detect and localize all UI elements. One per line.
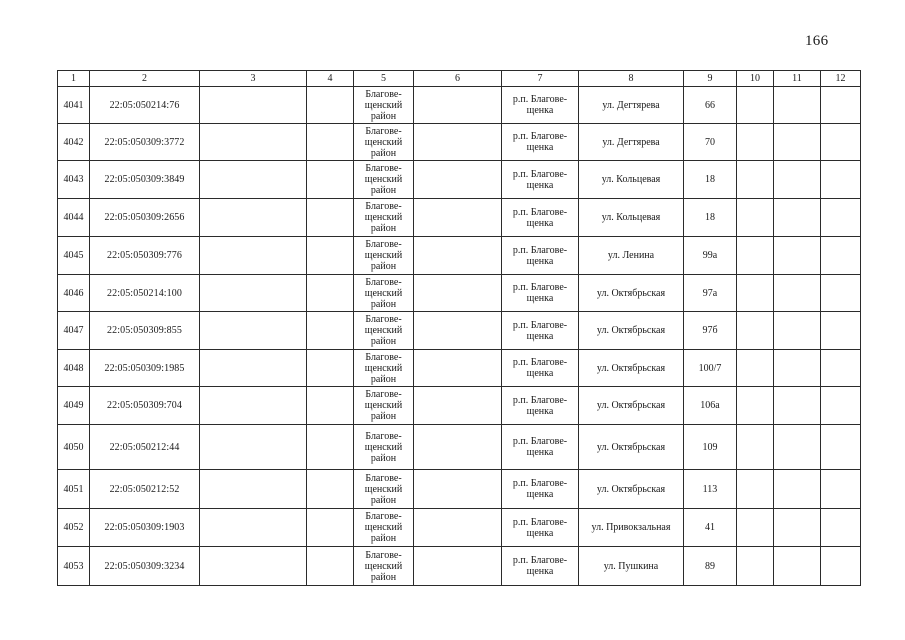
empty-cell [774, 275, 821, 312]
locality-cell [502, 275, 579, 312]
empty-cell [307, 237, 354, 275]
locality-line: р.п. Благове- [512, 168, 568, 180]
street-cell: ул. Октябрьская [579, 470, 684, 509]
table-row [58, 387, 861, 425]
empty-cell [821, 312, 861, 350]
district-line: щенский [364, 483, 403, 495]
column-header: 7 [502, 71, 579, 87]
locality-line: щенка [526, 527, 554, 539]
empty-cell [307, 161, 354, 199]
district-line: район [370, 298, 397, 310]
locality-cell [502, 124, 579, 161]
district-cell [354, 350, 414, 387]
street-cell: ул. Дегтярева [579, 124, 684, 161]
table-row [58, 350, 861, 387]
empty-cell [200, 275, 307, 312]
cadastral-number-cell: 22:05:050309:855 [90, 312, 200, 350]
locality-cell [502, 199, 579, 237]
empty-cell [737, 199, 774, 237]
street-cell: ул. Привокзальная [579, 509, 684, 547]
house-number-cell: 18 [684, 161, 737, 199]
house-number-cell: 66 [684, 87, 737, 124]
page-number: 166 [805, 33, 829, 49]
empty-cell [774, 547, 821, 586]
house-number-cell: 18 [684, 199, 737, 237]
empty-cell [821, 387, 861, 425]
district-line: Благове- [365, 314, 402, 325]
locality-line: щенка [526, 405, 554, 417]
district-cell [354, 87, 414, 124]
district-line: щенский [364, 362, 403, 374]
street-cell: ул. Дегтярева [579, 87, 684, 124]
table-row [58, 161, 861, 199]
empty-cell [737, 425, 774, 470]
district-cell [354, 124, 414, 161]
district-line: район [370, 261, 397, 272]
district-line: щенский [364, 136, 403, 148]
column-header: 1 [58, 71, 90, 87]
column-header: 9 [684, 71, 737, 87]
street-cell: ул. Кольцевая [579, 161, 684, 199]
record-number-cell: 4042 [58, 124, 90, 161]
district-line: Благове- [365, 239, 402, 250]
table-row [58, 199, 861, 237]
empty-cell [200, 161, 307, 199]
district-line: район [370, 533, 397, 544]
district-line: Благове- [365, 125, 402, 137]
empty-cell [737, 387, 774, 425]
empty-cell [821, 470, 861, 509]
empty-cell [821, 350, 861, 387]
table-row [58, 509, 861, 547]
empty-cell [774, 161, 821, 199]
empty-cell [414, 387, 502, 425]
district-cell [354, 547, 414, 586]
empty-cell [414, 547, 502, 586]
street-cell: ул. Кольцевая [579, 199, 684, 237]
empty-cell [200, 350, 307, 387]
empty-cell [737, 237, 774, 275]
record-number-cell: 4043 [58, 161, 90, 199]
table-row [58, 470, 861, 509]
record-number-cell: 4044 [58, 199, 90, 237]
column-header: 2 [90, 71, 200, 87]
empty-cell [307, 425, 354, 470]
district-line: район [370, 336, 397, 347]
empty-cell [737, 312, 774, 350]
empty-cell [200, 470, 307, 509]
empty-cell [414, 124, 502, 161]
empty-cell [821, 509, 861, 547]
house-number-cell: 99а [684, 237, 737, 275]
locality-cell [502, 237, 579, 275]
column-header-row [58, 71, 861, 87]
locality-line: р.п. Благове- [512, 357, 568, 368]
cadastral-number-cell: 22:05:050212:44 [90, 425, 200, 470]
district-line: щенский [364, 441, 403, 453]
empty-cell [821, 275, 861, 312]
street-cell: ул. Октябрьская [579, 350, 684, 387]
empty-cell [307, 509, 354, 547]
empty-cell [307, 350, 354, 387]
empty-cell [737, 509, 774, 547]
empty-cell [737, 161, 774, 199]
table-row [58, 547, 861, 586]
empty-cell [821, 161, 861, 199]
district-cell [354, 387, 414, 425]
empty-cell [774, 124, 821, 161]
record-number-cell: 4046 [58, 275, 90, 312]
house-number-cell: 97б [684, 312, 737, 350]
district-line: Благове- [365, 430, 402, 442]
locality-cell [502, 350, 579, 387]
column-header: 11 [774, 71, 821, 87]
district-line: район [370, 411, 397, 422]
locality-line: щенка [526, 293, 554, 304]
empty-cell [774, 425, 821, 470]
empty-cell [737, 350, 774, 387]
empty-cell [307, 199, 354, 237]
record-number-cell: 4052 [58, 509, 90, 547]
empty-cell [414, 199, 502, 237]
empty-cell [774, 470, 821, 509]
district-line: Благове- [365, 88, 402, 100]
table-row [58, 124, 861, 161]
house-number-cell: 89 [684, 547, 737, 586]
empty-cell [821, 237, 861, 275]
register-table [57, 70, 861, 586]
house-number-cell: 70 [684, 124, 737, 161]
district-line: район [370, 223, 397, 234]
empty-cell [821, 124, 861, 161]
empty-cell [200, 124, 307, 161]
locality-line: щенка [526, 142, 554, 153]
house-number-cell: 100/7 [684, 350, 737, 387]
district-cell [354, 237, 414, 275]
district-line: щенский [364, 522, 403, 533]
empty-cell [200, 199, 307, 237]
empty-cell [821, 199, 861, 237]
locality-cell [502, 387, 579, 425]
record-number-cell: 4053 [58, 547, 90, 586]
locality-cell [502, 312, 579, 350]
locality-line: щенка [526, 447, 554, 458]
district-cell [354, 199, 414, 237]
locality-line: р.п. Благове- [512, 516, 568, 528]
empty-cell [737, 547, 774, 586]
empty-cell [200, 237, 307, 275]
empty-cell [414, 509, 502, 547]
empty-cell [200, 312, 307, 350]
table-row [58, 87, 861, 124]
column-header: 10 [737, 71, 774, 87]
locality-line: р.п. Благове- [512, 131, 568, 142]
district-cell [354, 425, 414, 470]
empty-cell [774, 350, 821, 387]
empty-cell [200, 509, 307, 547]
district-line: район [370, 147, 397, 159]
district-line: район [370, 373, 397, 385]
locality-line: р.п. Благове- [512, 436, 568, 447]
register-body [58, 87, 861, 586]
empty-cell [774, 199, 821, 237]
empty-cell [414, 425, 502, 470]
cadastral-number-cell: 22:05:050309:704 [90, 387, 200, 425]
empty-cell [307, 387, 354, 425]
locality-line: щенка [526, 105, 554, 116]
district-line: щенский [364, 560, 403, 572]
district-line: район [370, 571, 397, 583]
table-row [58, 312, 861, 350]
empty-cell [307, 470, 354, 509]
locality-line: щенка [526, 330, 554, 342]
column-header: 6 [414, 71, 502, 87]
locality-line: щенка [526, 217, 554, 229]
locality-line: щенка [526, 368, 554, 379]
table-row [58, 275, 861, 312]
district-line: щенский [364, 99, 403, 111]
district-line: район [370, 185, 397, 196]
empty-cell [821, 87, 861, 124]
district-line: щенский [364, 250, 403, 261]
locality-line: р.п. Благове- [512, 282, 568, 293]
locality-line: щенка [526, 566, 554, 577]
column-header: 12 [821, 71, 861, 87]
district-cell [354, 161, 414, 199]
empty-cell [821, 425, 861, 470]
district-line: Благове- [365, 163, 402, 174]
locality-line: щенка [526, 489, 554, 500]
locality-cell [502, 547, 579, 586]
district-cell [354, 275, 414, 312]
table-row [58, 425, 861, 470]
cadastral-number-cell: 22:05:050309:776 [90, 237, 200, 275]
locality-line: р.п. Благове- [512, 244, 568, 256]
empty-cell [307, 547, 354, 586]
street-cell: ул. Ленина [579, 237, 684, 275]
empty-cell [307, 124, 354, 161]
district-line: Благове- [365, 511, 402, 522]
empty-cell [821, 547, 861, 586]
district-line: Благове- [365, 351, 402, 363]
empty-cell [414, 161, 502, 199]
district-line: район [370, 494, 397, 506]
empty-cell [774, 312, 821, 350]
empty-cell [200, 547, 307, 586]
locality-line: р.п. Благове- [512, 94, 568, 105]
record-number-cell: 4048 [58, 350, 90, 387]
cadastral-number-cell: 22:05:050309:2656 [90, 199, 200, 237]
empty-cell [774, 87, 821, 124]
district-line: щенский [364, 287, 403, 299]
locality-line: р.п. Благове- [512, 206, 568, 218]
house-number-cell: 106а [684, 387, 737, 425]
locality-line: щенка [526, 255, 554, 267]
table-row [58, 237, 861, 275]
column-header: 8 [579, 71, 684, 87]
locality-line: р.п. Благове- [512, 319, 568, 331]
empty-cell [737, 470, 774, 509]
empty-cell [414, 350, 502, 387]
street-cell: ул. Октябрьская [579, 387, 684, 425]
district-line: район [370, 110, 397, 122]
record-number-cell: 4050 [58, 425, 90, 470]
empty-cell [414, 237, 502, 275]
cadastral-number-cell: 22:05:050309:1985 [90, 350, 200, 387]
cadastral-number-cell: 22:05:050309:3849 [90, 161, 200, 199]
empty-cell [774, 237, 821, 275]
district-line: щенский [364, 174, 403, 185]
locality-cell [502, 425, 579, 470]
district-line: Благове- [365, 276, 402, 288]
empty-cell [307, 275, 354, 312]
column-header: 5 [354, 71, 414, 87]
district-line: щенский [364, 212, 403, 223]
empty-cell [737, 124, 774, 161]
cadastral-number-cell: 22:05:050309:3234 [90, 547, 200, 586]
district-line: район [370, 452, 397, 464]
locality-cell [502, 470, 579, 509]
district-line: Благове- [365, 549, 402, 561]
district-cell [354, 509, 414, 547]
house-number-cell: 113 [684, 470, 737, 509]
cadastral-number-cell: 22:05:050309:1903 [90, 509, 200, 547]
district-line: Благове- [365, 201, 402, 212]
street-cell: ул. Пушкина [579, 547, 684, 586]
record-number-cell: 4047 [58, 312, 90, 350]
empty-cell [414, 275, 502, 312]
record-number-cell: 4051 [58, 470, 90, 509]
empty-cell [200, 387, 307, 425]
cadastral-number-cell: 22:05:050309:3772 [90, 124, 200, 161]
locality-line: р.п. Благове- [512, 478, 568, 489]
record-number-cell: 4045 [58, 237, 90, 275]
empty-cell [774, 509, 821, 547]
house-number-cell: 109 [684, 425, 737, 470]
column-header: 3 [200, 71, 307, 87]
cadastral-number-cell: 22:05:050212:52 [90, 470, 200, 509]
district-line: щенский [364, 325, 403, 336]
house-number-cell: 97а [684, 275, 737, 312]
empty-cell [200, 425, 307, 470]
empty-cell [414, 312, 502, 350]
street-cell: ул. Октябрьская [579, 275, 684, 312]
locality-line: щенка [526, 179, 554, 191]
record-number-cell: 4041 [58, 87, 90, 124]
empty-cell [414, 87, 502, 124]
locality-cell [502, 87, 579, 124]
street-cell: ул. Октябрьская [579, 312, 684, 350]
house-number-cell: 41 [684, 509, 737, 547]
locality-cell [502, 161, 579, 199]
empty-cell [200, 87, 307, 124]
locality-line: р.п. Благове- [512, 394, 568, 406]
empty-cell [307, 87, 354, 124]
empty-cell [737, 275, 774, 312]
locality-line: р.п. Благове- [512, 555, 568, 566]
empty-cell [307, 312, 354, 350]
district-cell [354, 312, 414, 350]
district-cell [354, 470, 414, 509]
empty-cell [414, 470, 502, 509]
street-cell: ул. Октябрьская [579, 425, 684, 470]
record-number-cell: 4049 [58, 387, 90, 425]
district-line: Благове- [365, 472, 402, 484]
district-line: щенский [364, 400, 403, 411]
column-header: 4 [307, 71, 354, 87]
empty-cell [737, 87, 774, 124]
district-line: Благове- [365, 389, 402, 400]
locality-cell [502, 509, 579, 547]
cadastral-number-cell: 22:05:050214:100 [90, 275, 200, 312]
empty-cell [774, 387, 821, 425]
cadastral-number-cell: 22:05:050214:76 [90, 87, 200, 124]
